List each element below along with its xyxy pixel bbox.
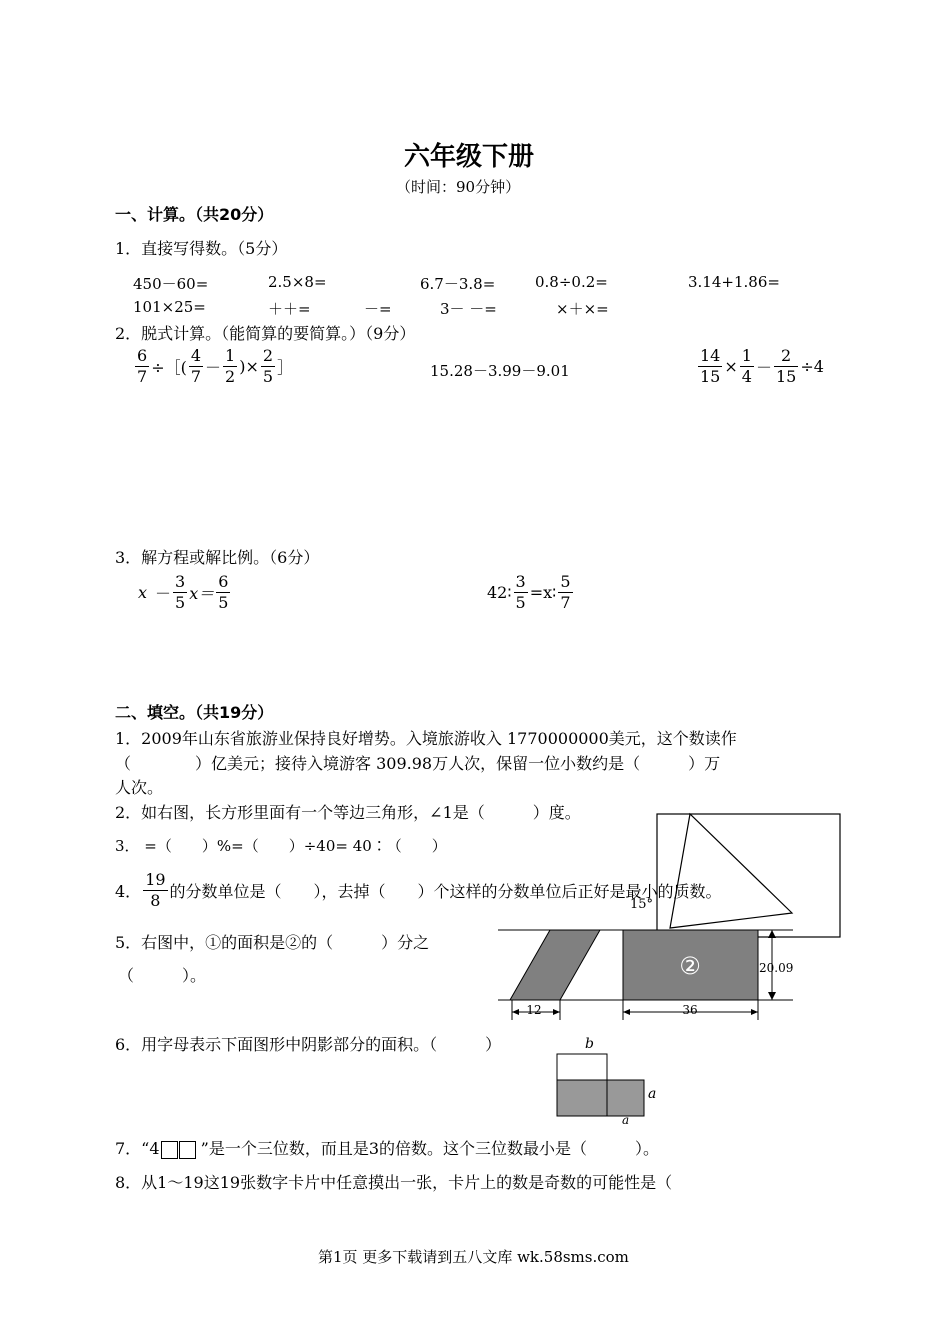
page-footer: 第1页 更多下载请到五八文库 wk.58sms.com xyxy=(318,1248,629,1266)
s2-q3: 3． =（ ）%=（ ）÷40= 40∶（ ） xyxy=(115,837,447,855)
q1-item: 6.7－3.8= xyxy=(420,275,496,293)
q2-label: 2．脱式计算。（能简算的要简算。）（9分） xyxy=(115,324,416,343)
fraction: $\frac{5}{7}$ xyxy=(560,572,571,612)
q3-proportion: 42∶ $\frac{3}{5}$ =x∶ $\frac{5}{7}$ xyxy=(487,572,571,612)
blank-box xyxy=(161,1141,178,1159)
dim-left-label: 12 xyxy=(526,1003,542,1017)
label-b: b xyxy=(585,1036,594,1052)
section2-heading: 二、填空。（共19分） xyxy=(115,703,274,722)
q2-expression-2: 15.28－3.99－9.01 xyxy=(430,362,570,380)
dim-right-label: 20.09 xyxy=(759,961,794,975)
fraction: $\frac{6}{5}$ xyxy=(218,572,229,612)
s2-q4: 4． $\frac{19}{8}$ 的分数单位是（ ），去掉（ ）个这样的分数单位后正好是最小的质数。 xyxy=(115,870,722,910)
section1-heading: 一、计算。（共20分） xyxy=(115,205,274,224)
angle-label: 15° xyxy=(630,897,654,912)
fraction: $\frac{2}{15}$ xyxy=(775,346,797,386)
area-figure xyxy=(498,922,798,1022)
page-subtitle: （时间：90分钟） xyxy=(396,178,521,196)
q3-label: 3．解方程或解比例。（6分） xyxy=(115,548,320,567)
q1-item: 0.8÷0.2= xyxy=(535,273,608,291)
circle-two-label: ② xyxy=(679,952,701,980)
fraction: $\frac{1}{2}$ xyxy=(225,346,236,386)
page-title: 六年级下册 xyxy=(404,142,535,172)
shaded-squares-figure xyxy=(552,1032,667,1124)
dim-bottom-label: 36 xyxy=(682,1003,698,1017)
fraction: $\frac{6}{7}$ xyxy=(137,346,148,386)
s2-q8: 8．从1～19这19张数字卡片中任意摸出一张，卡片上的数是奇数的可能性是（ xyxy=(115,1173,673,1192)
q1-item: ＋＋= xyxy=(268,300,311,318)
s2-q1-line2: （ ）亿美元；接待入境游客 309.98万人次，保留一位小数约是（ ）万 xyxy=(115,754,721,773)
q1-item: 3－ －= xyxy=(440,300,497,318)
s2-q5-line2: （ ）。 xyxy=(118,966,207,985)
q1-label: 1．直接写得数。（5分） xyxy=(115,239,288,258)
s2-q1-line3: 人次。 xyxy=(115,778,164,797)
s2-q2: 2．如右图，长方形里面有一个等边三角形，∠1是（ ）度。 xyxy=(115,803,581,822)
fraction: $\frac{1}{4}$ xyxy=(741,346,752,386)
fraction: $\frac{4}{7}$ xyxy=(190,346,202,386)
s2-q7: 7．“4 ”是一个三位数，而且是3的倍数。这个三位数最小是（ ）。 xyxy=(115,1139,660,1158)
fraction: $\frac{2}{5}$ xyxy=(262,346,274,386)
q1-item: 2.5×8= xyxy=(268,273,327,291)
s2-q1-line1: 1．2009年山东省旅游业保持良好增势。入境旅游收入 1770000000美元，这个数读作 xyxy=(115,729,737,748)
q3-equation: x － $\frac{3}{5}$ x＝ $\frac{6}{5}$ xyxy=(138,572,229,612)
fraction: $\frac{19}{8}$ xyxy=(145,870,166,910)
label-a-bottom: a xyxy=(622,1113,630,1124)
fraction: $\frac{14}{15}$ xyxy=(700,346,721,386)
label-a: a xyxy=(648,1086,657,1102)
blank-box xyxy=(179,1141,196,1159)
q1-item: ×＋×= xyxy=(556,300,609,318)
q1-item: 450－60= xyxy=(133,275,209,293)
q2-expression-3: $\frac{14}{15}$ × $\frac{1}{4}$ － $\frac{2}{15}$ ÷4 xyxy=(700,346,824,386)
q1-item: －= xyxy=(364,300,392,318)
fraction: $\frac{3}{5}$ xyxy=(515,572,526,612)
fraction: $\frac{3}{5}$ xyxy=(175,572,186,612)
q2-expression-1: $\frac{6}{7}$ ÷［( $\frac{4}{7}$ － $\frac{1}{2}$ )× $\frac{2}{5}$ ］ xyxy=(137,346,294,386)
s2-q6: 6．用字母表示下面图形中阴影部分的面积。（ ） xyxy=(115,1035,502,1054)
s2-q5-line1: 5．右图中，①的面积是②的（ ）分之 xyxy=(115,933,430,952)
q1-item: 3.14+1.86= xyxy=(688,273,780,291)
q1-item: 101×25= xyxy=(133,298,206,316)
